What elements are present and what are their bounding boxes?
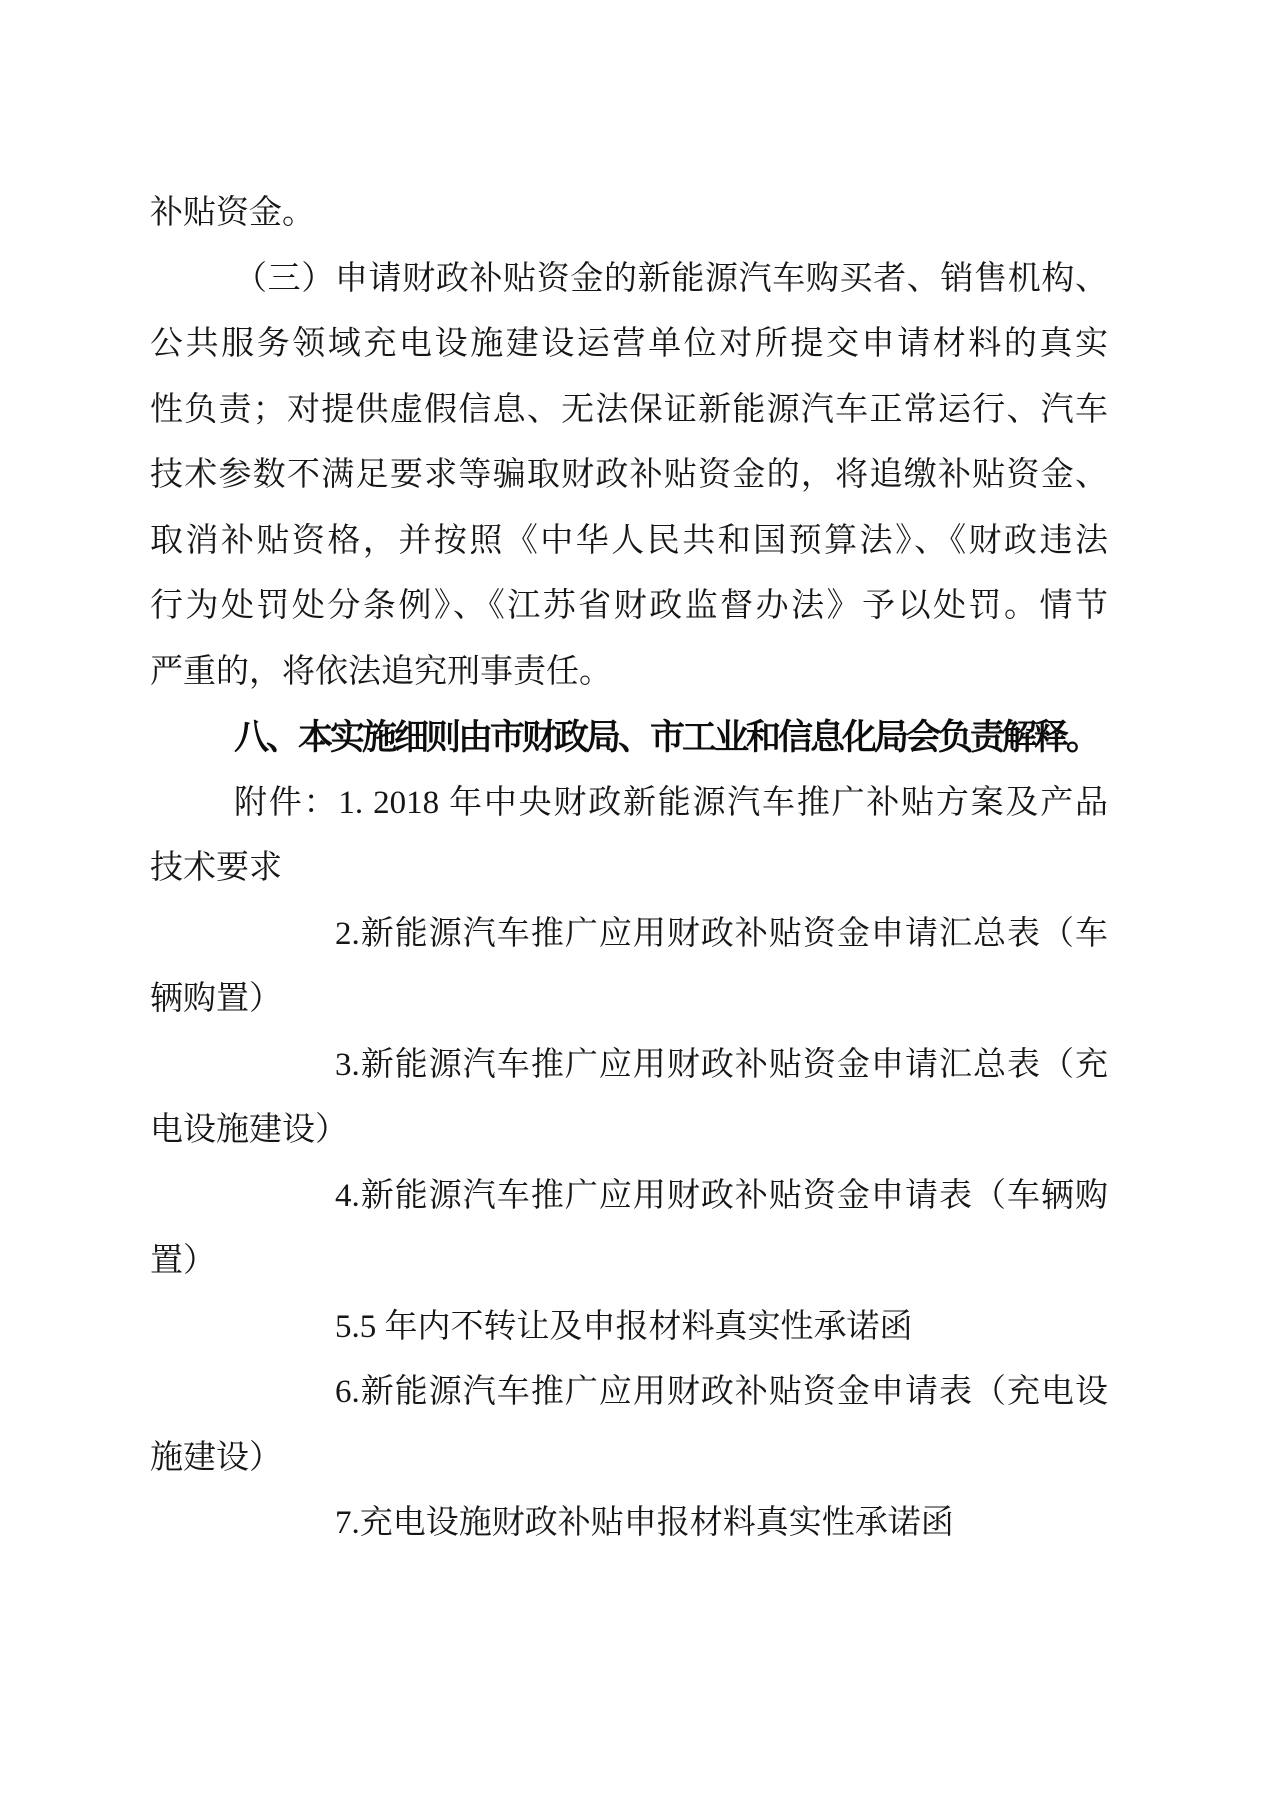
text-line: 置） (150, 1243, 216, 1279)
text-line: 3.新能源汽车推广应用财政补贴资金申请汇总表（充 (335, 1046, 1108, 1083)
text-line: 技术参数不满足要求等骗取财政补贴资金的，将追缴补贴资金、 (150, 457, 1108, 493)
text-line: 6.新能源汽车推广应用财政补贴资金申请表（充电设 (335, 1374, 1108, 1410)
text-line: 4.新能源汽车推广应用财政补贴资金申请表（车辆购 (335, 1177, 1108, 1214)
text-line: 补贴资金。 (150, 195, 315, 231)
text-line: 严重的，将依法追究刑事责任。 (150, 653, 612, 690)
text-line: 公共服务领域充电设施建设运营单位对所提交申请材料的真实 (150, 326, 1108, 362)
text-line: 2.新能源汽车推广应用财政补贴资金申请汇总表（车 (335, 915, 1108, 952)
document-lines (150, 181, 1108, 1557)
text-line: 八、本实施细则由市财政局、市工业和信息化局会负责解释。 (234, 718, 1099, 757)
text-line: 电设施建设） (150, 1112, 348, 1148)
text-line: 施建设） (150, 1439, 282, 1476)
text-line: 附件：1. 2018 年中央财政新能源汽车推广补贴方案及产品 (234, 784, 1108, 821)
text-line: 技术要求 (150, 850, 282, 886)
document-page (150, 181, 1108, 1557)
text-line: 7.充电设施财政补贴申报材料真实性承诺函 (335, 1505, 954, 1541)
text-line: 行为处罚处分条例》、《江苏省财政监督办法》予以处罚。情节 (150, 588, 1108, 624)
text-line: 辆购置） (150, 981, 282, 1017)
text-line: 取消补贴资格，并按照《中华人民共和国预算法》、《财政违法 (150, 522, 1108, 559)
text-line: （三）申请财政补贴资金的新能源汽车购买者、销售机构、 (234, 260, 1108, 297)
text-line: 性负责；对提供虚假信息、无法保证新能源汽车正常运行、汽车 (150, 391, 1108, 428)
text-line: 5.5 年内不转让及申报材料真实性承诺函 (335, 1308, 913, 1345)
